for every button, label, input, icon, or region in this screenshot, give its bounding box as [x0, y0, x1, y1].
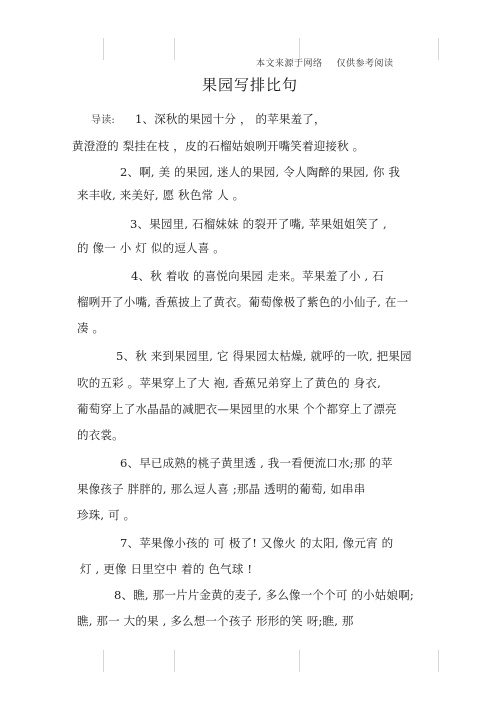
text-line: 珍珠, 可 。 — [77, 508, 136, 522]
text-line: 的 像一 小 灯 似的逗人喜 。 — [77, 241, 225, 255]
text-line: 来丰收, 来美好, 愿 秋色常 人 。 — [77, 188, 245, 202]
scan-mark — [438, 38, 439, 60]
source-text: 本文来源于网络 — [256, 59, 323, 69]
disclaimer-text: 仅供参考阅读 — [336, 59, 394, 69]
text-line — [91, 111, 326, 127]
text-line: 5、秋 来到果园里, 它 得果园太枯燥, 就呼的一吹, 把果园 — [116, 349, 412, 363]
text-line: 榴咧开了小嘴, 香蕉披上了黄衣。葡萄像极了紫色的小仙子, 在一 — [77, 295, 409, 309]
scan-mark — [103, 650, 104, 672]
text-line: 灯 , 更像 日里空中 着的 色气球 ! — [80, 562, 253, 576]
text-line: 凑 。 — [77, 321, 105, 335]
text-line: 2、啊, 美 的果园, 迷人的果园, 令人陶醉的果园, 你 我 — [120, 165, 401, 179]
text-line: 黄澄澄的 梨挂在枝 ，皮的石榴姑娘咧开嘴笑着迎接秋 。 — [72, 139, 365, 153]
scan-mark — [299, 650, 300, 672]
text-line: 6、早已成熟的桃子黄里透 , 我一看便流口水;那 的苹 — [120, 456, 393, 470]
scan-mark — [438, 650, 439, 672]
scan-mark — [174, 38, 175, 60]
scan-mark — [103, 38, 104, 60]
text-line: 的衣裳。 — [77, 428, 124, 442]
lead-label: 导读: — [91, 115, 115, 126]
text-line: 瞧, 那一 大的果 , 多么想一个孩子 形形的笑 呀;瞧, 那 — [77, 614, 354, 628]
scan-mark — [174, 650, 175, 672]
text-line: 葡萄穿上了水晶晶的减肥衣—果园里的水果 个个都穿上了漂亮 — [77, 402, 397, 416]
text-line: 8、瞧, 那一片片金黄的麦子, 多么像一个个可 的小姑娘啊; — [114, 588, 414, 602]
text-line: 7、苹果像小孩的 可 极了! 又像火 的太阳, 像元宵 的 — [120, 536, 394, 550]
source-note — [256, 56, 394, 69]
line-text: 1、深秋的果园十分 ， 的苹果羞了， — [134, 112, 326, 126]
document-title: 果园写排比句 — [201, 76, 298, 94]
text-line: 吹的五彩 。苹果穿上了大 袍, 香蕉兄弟穿上了黄色的 身衣, — [77, 376, 381, 390]
text-line: 4、秋 着收 的喜悦向果园 走来。苹果羞了小 , 石 — [131, 269, 384, 283]
text-line: 3、果园里, 石榴妹妹 的裂开了嘴, 苹果姐姐笑了 , — [130, 217, 387, 231]
text-line: 果像孩子 胖胖的, 那么逗人喜 ;那晶 透明的葡萄, 如串串 — [77, 482, 366, 496]
